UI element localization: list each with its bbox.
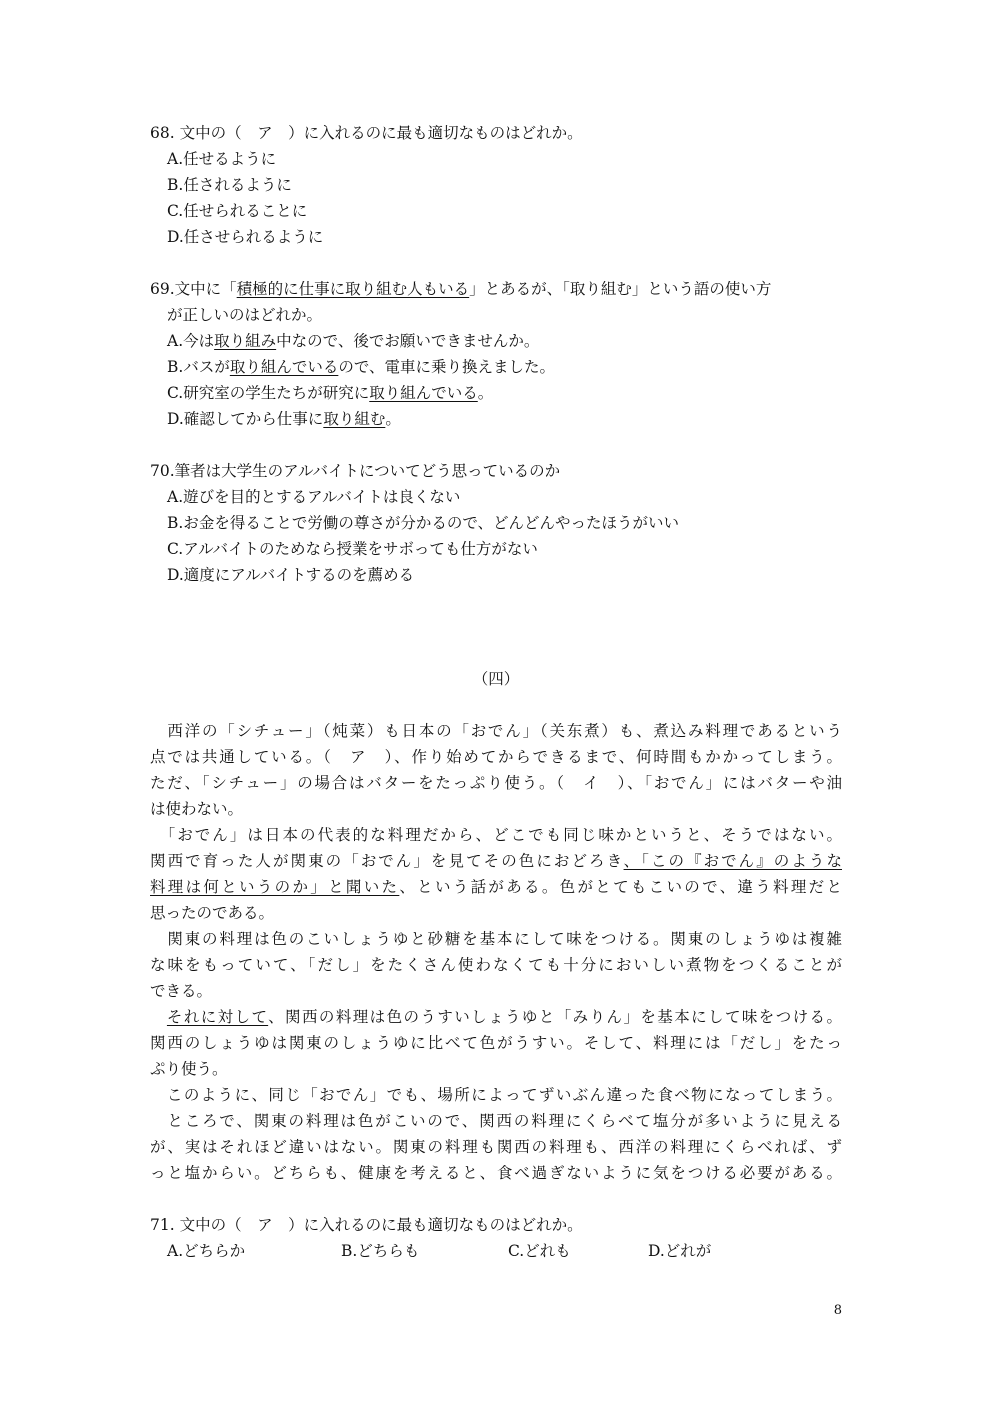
passage-line: ただ、「シチュー」の場合はバターをたっぷり使う。（ イ ）、「おでん」にはバターや油 [150,774,842,792]
passage-line: 西洋の「シチュー」（炖菜）も日本の「おでん」（关东煮）も、煮込み料理であるという [150,722,842,740]
q69-option-d: D.確認してから仕事に取り組む。 [167,410,401,428]
passage-line: このように、同じ「おでん」でも、場所によってずいぶん違った食べ物になってしまう。 [150,1086,842,1104]
q70-option-c: C.アルバイトのためなら授業をサボっても仕方がない [167,540,538,558]
q68-option-a: A.任せるように [167,150,277,168]
section-title: （四） [472,670,520,688]
passage-line: できる。 [150,982,213,1000]
passage-line: 点では共通している。（ ア ）、作り始めてからできるまで、何時間もかかってしまう。 [150,748,842,766]
q71-stem: 71. 文中の（ ア ）に入れるのに最も適切なものはどれか。 [150,1216,583,1234]
q71-option-c: C.どれも [508,1242,571,1260]
q71-option-d: D.どれが [648,1242,712,1260]
passage-line: 「おでん」は日本の代表的な料理だから、どこでも同じ味かというと、そうではない。 [150,826,842,844]
q69-underlined-phrase: 積極的に仕事に取り組む人もいる [236,280,470,298]
q70-option-d: D.適度にアルバイトするのを薦める [167,566,415,584]
q68-stem: 68. 文中の（ ア ）に入れるのに最も適切なものはどれか。 [150,124,583,142]
q70-stem: 70.筆者は大学生のアルバイトについてどう思っているのか [150,462,561,480]
passage-line: っと塩からい。どちらも、健康を考えると、食べ過ぎないように気をつける必要がある。 [150,1164,842,1182]
q69-option-c: C.研究室の学生たちが研究に取り組んでいる。 [167,384,494,402]
passage-line: 関西で育った人が関東の「おでん」を見てその色におどろき、「この『おでん』のような [150,852,842,870]
passage-underlined-phrase: それに対して [166,1008,269,1026]
q69-stem: 69.文中に「積極的に仕事に取り組む人もいる」とあるが、「取り組む」という語の使い方 [150,280,772,298]
q69-option-b: B.バスが取り組んでいるので、電車に乗り換えました。 [167,358,556,376]
q69-stem-line2: が正しいのはどれか。 [167,306,323,324]
q70-option-a: A.遊びを目的とするアルバイトは良くない [167,488,461,506]
q68-option-b: B.任されるように [167,176,292,194]
q68-option-d: D.任させられるように [167,228,324,246]
passage-line: が、実はそれほど違いはない。関東の料理も関西の料理も、西洋の料理にくらべれば、ず [150,1138,842,1156]
passage-underlined-phrase: 、「この『おでん』のような [623,852,842,870]
passage-line: それに対して、関西の料理は色のうすいしょうゆと「みりん」を基本にして味をつける。 [166,1008,842,1026]
passage-line: ぷり使う。 [150,1060,228,1078]
passage-line: な味をもっていて、「だし」をたくさん使わなくても十分においしい煮物をつくることが [150,956,842,974]
passage-underlined-phrase: 料理は何というのか」と聞いた [150,878,400,896]
q71-option-b: B.どちらも [341,1242,420,1260]
passage-line: 料理は何というのか」と聞いた、という話がある。色がとてもこいので、違う料理だと [150,878,842,896]
q70-option-b: B.お金を得ることで労働の尊さが分かるので、どんどんやったほうがいい [167,514,680,532]
q68-option-c: C.任せられることに [167,202,308,220]
passage-line: 思ったのである。 [150,904,275,922]
passage-line: は使わない。 [150,800,244,818]
passage-line: 関西のしょうゆは関東のしょうゆに比べて色がうすい。そして、料理には「だし」をたっ [150,1034,842,1052]
q71-option-a: A.どちらか [167,1242,246,1260]
passage-line: 関東の料理は色のこいしょうゆと砂糖を基本にして味をつける。関東のしょうゆは複雑 [150,930,842,948]
q69-option-a: A.今は取り組み中なので、後でお願いできませんか。 [167,332,540,350]
passage-line: ところで、関東の料理は色がこいので、関西の料理にくらべて塩分が多いように見える [150,1112,842,1130]
page-number: 8 [833,1303,842,1318]
